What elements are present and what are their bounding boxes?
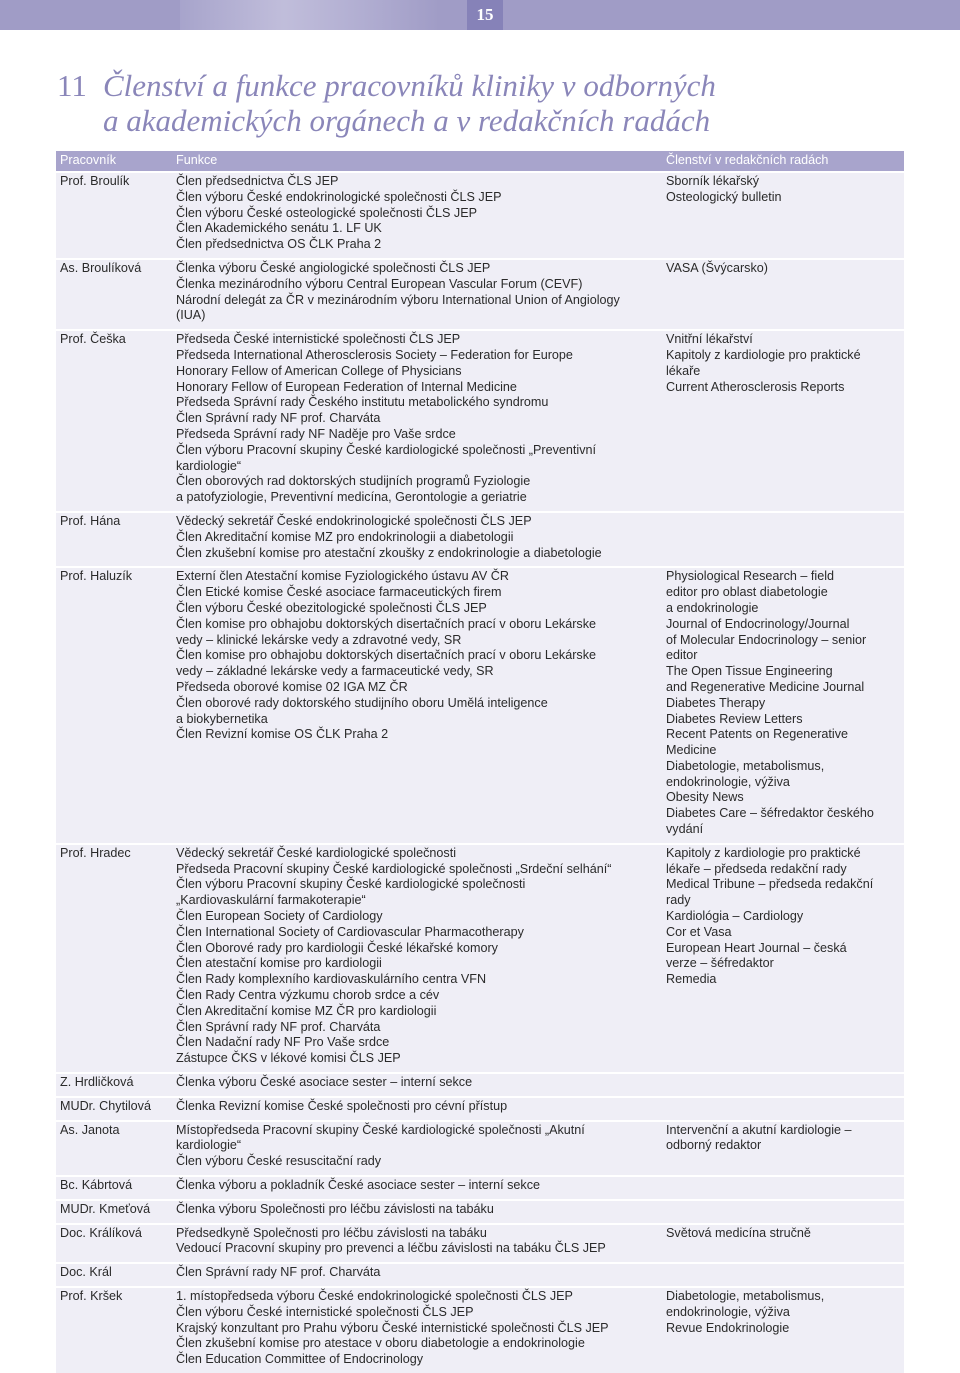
- function-line: kardiologie“: [176, 458, 242, 473]
- editorial-line: Remedia: [666, 972, 717, 987]
- editorial-line: Medicine: [666, 743, 717, 758]
- function-line: Člen předsednictva OS ČLK Praha 2: [176, 237, 382, 252]
- table-row: [56, 1200, 904, 1224]
- function-line: Členka Revizní komise České společnosti pro cévní přístup: [176, 1098, 508, 1113]
- functions-cell: [172, 844, 662, 1073]
- editorial-line: Vnitřní lékařství: [666, 332, 753, 347]
- table-row: [56, 567, 904, 844]
- function-line: Člen komise pro obhajobu doktorských disertačních prací v oboru Lekárske: [176, 616, 597, 631]
- editorial-cell: [662, 1263, 904, 1287]
- editorial-line: European Heart Journal – česká: [666, 940, 847, 955]
- function-line: Člen výboru České endokrinologické společnosti ČLS JEP: [176, 189, 502, 204]
- editorial-line: Obesity News: [666, 790, 744, 805]
- function-line: Člen výboru Pracovní skupiny České kardiologické společnosti: [176, 877, 526, 892]
- function-line: Člen Education Committee of Endocrinology: [176, 1352, 424, 1367]
- editorial-line: Physiological Research – field: [666, 569, 835, 584]
- function-line: Honorary Fellow of American College of Physicians: [176, 363, 462, 378]
- editorial-line: Diabetes Therapy: [666, 695, 766, 710]
- editorial-line: vydání: [666, 822, 704, 837]
- staff-name: MUDr. Kmeťová: [56, 1200, 172, 1224]
- table-row: [56, 1176, 904, 1200]
- table-row: [56, 1263, 904, 1287]
- function-line: Členka mezinárodního výboru Central European Vascular Forum (CEVF): [176, 276, 583, 291]
- function-line: Člen oborových rad doktorských studijních programů Fyziologie: [176, 474, 531, 489]
- editorial-cell: [662, 1121, 904, 1176]
- editorial-line: Světová medicína stručně: [666, 1225, 811, 1240]
- editorial-line: lékaře – předseda redakční rady: [666, 861, 847, 876]
- editorial-line: of Molecular Endocrinology – senior: [666, 632, 867, 647]
- functions-cell: [172, 1263, 662, 1287]
- chapter-title-line: a akademických orgánech a v redakčních radách: [103, 103, 711, 138]
- editorial-line: rady: [666, 893, 691, 908]
- function-line: Člen Akreditační komise MZ pro endokrinologii a diabetologii: [176, 529, 514, 544]
- function-line: Člen Oborové rady pro kardiologii České lékařské komory: [176, 940, 498, 955]
- functions-cell: [172, 1176, 662, 1200]
- staff-name: Prof. Kršek: [56, 1287, 172, 1373]
- editorial-cell: [662, 172, 904, 259]
- function-line: a biokybernetika: [176, 711, 268, 726]
- editorial-line: editor pro oblast diabetologie: [666, 585, 828, 600]
- editorial-line: Recent Patents on Regenerative: [666, 727, 849, 742]
- editorial-line: Kapitoly z kardiologie pro praktické: [666, 347, 861, 362]
- page-number: 15: [467, 0, 503, 30]
- staff-name: As. Janota: [56, 1121, 172, 1176]
- function-line: Národní delegát za ČR v mezinárodním výboru International Union of Angiology: [176, 292, 620, 307]
- function-line: Vědecký sekretář České kardiologické společnosti: [176, 845, 456, 860]
- table-row: [56, 172, 904, 259]
- function-line: 1. místopředseda výboru České endokrinologické společnosti ČLS JEP: [176, 1289, 573, 1303]
- table-row: [56, 844, 904, 1073]
- table-row: [56, 1097, 904, 1121]
- function-line: Předseda Správní rady Českého institutu metabolického syndromu: [176, 395, 549, 410]
- editorial-line: Medical Tribune – předseda redakční: [666, 877, 874, 892]
- function-line: Honorary Fellow of European Federation of Internal Medicine: [176, 379, 517, 394]
- function-line: a patofyziologie, Preventivní medicína, Gerontologie a geriatrie: [176, 490, 527, 505]
- function-line: vedy – klinické lekárske vedy a zdravotné vedy, SR: [176, 632, 462, 647]
- editorial-cell: [662, 1200, 904, 1224]
- editorial-cell: [662, 1073, 904, 1097]
- editorial-line: Intervenční a akutní kardiologie –: [666, 1122, 852, 1137]
- editorial-line: Osteologický bulletin: [666, 189, 782, 204]
- functions-cell: [172, 1121, 662, 1176]
- function-line: Člen European Society of Cardiology: [176, 909, 383, 924]
- chapter-heading: [57, 68, 917, 138]
- functions-cell: [172, 1097, 662, 1121]
- functions-cell: [172, 1224, 662, 1264]
- editorial-cell: [662, 1287, 904, 1373]
- editorial-line: Current Atherosclerosis Reports: [666, 379, 845, 394]
- staff-name: Doc. Králíková: [56, 1224, 172, 1264]
- function-line: kardiologie“: [176, 1138, 242, 1153]
- editorial-line: Cor et Vasa: [666, 924, 732, 939]
- function-line: Krajský konzultant pro Prahu výboru České internistické společnosti ČLS JEP: [176, 1320, 609, 1335]
- editorial-line: VASA (Švýcarsko): [666, 260, 768, 275]
- column-header-staff: Pracovník: [56, 151, 172, 172]
- editorial-cell: [662, 567, 904, 844]
- editorial-line: Diabetes Care – šéfredaktor českého: [666, 806, 874, 821]
- function-line: Člen Akademického senátu 1. LF UK: [176, 221, 382, 236]
- column-header-editorial: Členství v redakčních radách: [662, 151, 904, 172]
- editorial-line: Journal of Endocrinology/Journal: [666, 616, 850, 631]
- editorial-line: Kardiológia – Cardiology: [666, 909, 804, 924]
- function-line: vedy – základné lekárske vedy a farmaceutické vedy, SR: [176, 664, 494, 679]
- table-row: [56, 1287, 904, 1373]
- function-line: Člen Správní rady NF prof. Charváta: [176, 1265, 381, 1280]
- function-line: Člen zkušební komise pro atestační zkoušky z endokrinologie a diabetologie: [176, 545, 602, 560]
- table-row: [56, 259, 904, 330]
- membership-table: [56, 151, 904, 1373]
- function-line: Člen Správní rady NF prof. Charváta: [176, 411, 381, 426]
- function-line: Členka výboru a pokladník České asociace sester – interní sekce: [176, 1178, 541, 1193]
- function-line: Vedoucí Pracovní skupiny pro prevenci a léčbu závislosti na tabáku ČLS JEP: [176, 1241, 606, 1256]
- function-line: Externí člen Atestační komise Fyziologického ústavu AV ČR: [176, 569, 509, 584]
- editorial-line: The Open Tissue Engineering: [666, 664, 833, 679]
- editorial-line: odborný redaktor: [666, 1138, 762, 1153]
- editorial-line: Diabetologie, metabolismus,: [666, 1289, 825, 1303]
- function-line: Členka výboru České asociace sester – interní sekce: [176, 1075, 473, 1090]
- function-line: Člen International Society of Cardiovascular Pharmacotherapy: [176, 924, 524, 939]
- editorial-line: Revue Endokrinologie: [666, 1320, 790, 1335]
- function-line: Člen předsednictva ČLS JEP: [176, 174, 339, 188]
- functions-cell: [172, 330, 662, 512]
- staff-name: Prof. Češka: [56, 330, 172, 512]
- function-line: „Kardiovaskulární farmakoterapie“: [176, 893, 366, 908]
- editorial-line: Diabetologie, metabolismus,: [666, 758, 825, 773]
- staff-name: Prof. Broulík: [56, 172, 172, 259]
- function-line: Předseda International Atherosclerosis Society – Federation for Europe: [176, 347, 573, 362]
- editorial-cell: [662, 844, 904, 1073]
- function-line: Člen atestační komise pro kardiologii: [176, 956, 382, 971]
- function-line: Předseda Pracovní skupiny České kardiologické společnosti „Srdeční selhání“: [176, 861, 612, 876]
- column-header-function: Funkce: [172, 151, 662, 172]
- table-row: [56, 1224, 904, 1264]
- editorial-line: Kapitoly z kardiologie pro praktické: [666, 845, 861, 860]
- chapter-number: 11: [57, 68, 87, 103]
- function-line: Člen komise pro obhajobu doktorských disertačních prací v oboru Lekárske: [176, 648, 597, 663]
- staff-name: Prof. Haluzík: [56, 567, 172, 844]
- table-row: [56, 1073, 904, 1097]
- editorial-line: a endokrinologie: [666, 600, 759, 615]
- editorial-line: endokrinologie, výživa: [666, 1304, 790, 1319]
- function-line: Místopředseda Pracovní skupiny České kardiologické společnosti „Akutní: [176, 1122, 585, 1137]
- editorial-line: verze – šéfredaktor: [666, 956, 774, 971]
- staff-name: Z. Hrdličková: [56, 1073, 172, 1097]
- function-line: Členka výboru České angiologické společnosti ČLS JEP: [176, 260, 491, 275]
- functions-cell: [172, 1287, 662, 1373]
- function-line: Člen Akreditační komise MZ ČR pro kardiologii: [176, 1003, 437, 1018]
- function-line: Člen výboru České osteologické společnosti ČLS JEP: [176, 205, 478, 220]
- staff-name: Bc. Kábrtová: [56, 1176, 172, 1200]
- functions-cell: [172, 512, 662, 567]
- functions-cell: [172, 172, 662, 259]
- functions-cell: [172, 1200, 662, 1224]
- function-line: (IUA): [176, 308, 206, 323]
- editorial-line: Sborník lékařský: [666, 174, 760, 188]
- function-line: Člen Etické komise České asociace farmaceutických firem: [176, 585, 502, 600]
- function-line: Člen Revizní komise OS ČLK Praha 2: [176, 727, 389, 742]
- function-line: Předseda oborové komise 02 IGA MZ ČR: [176, 679, 408, 694]
- function-line: Předsedkyně Společnosti pro léčbu závislosti na tabáku: [176, 1225, 487, 1240]
- header-photo-strip: [180, 0, 440, 30]
- function-line: Předseda Správní rady NF Naděje pro Vaše srdce: [176, 426, 456, 441]
- editorial-cell: [662, 259, 904, 330]
- editorial-line: editor: [666, 648, 698, 663]
- staff-name: MUDr. Chytilová: [56, 1097, 172, 1121]
- chapter-title: [103, 68, 917, 138]
- staff-name: Doc. Král: [56, 1263, 172, 1287]
- table-header-row: [56, 151, 904, 172]
- function-line: Člen Rady komplexního kardiovaskulárního centra VFN: [176, 972, 487, 987]
- editorial-line: endokrinologie, výživa: [666, 774, 790, 789]
- functions-cell: [172, 567, 662, 844]
- function-line: Člen výboru České internistické společnosti ČLS JEP: [176, 1304, 474, 1319]
- staff-name: Prof. Hradec: [56, 844, 172, 1073]
- function-line: Člen Rady Centra výzkumu chorob srdce a cév: [176, 988, 440, 1003]
- function-line: Členka výboru Společnosti pro léčbu závislosti na tabáku: [176, 1201, 494, 1216]
- function-line: Člen oborové rady doktorského studijního oboru Umělá inteligence: [176, 695, 548, 710]
- table-row: [56, 512, 904, 567]
- editorial-cell: [662, 1176, 904, 1200]
- function-line: Zástupce ČKS v lékové komisi ČLS JEP: [176, 1051, 401, 1066]
- editorial-line: Diabetes Review Letters: [666, 711, 803, 726]
- function-line: Člen zkušební komise pro atestace v oboru diabetologie a endokrinologie: [176, 1336, 585, 1351]
- editorial-cell: [662, 1224, 904, 1264]
- chapter-title-line: Členství a funkce pracovníků kliniky v odborných: [103, 68, 716, 103]
- table-body: [56, 172, 904, 1373]
- function-line: Předseda České internistické společnosti ČLS JEP: [176, 332, 461, 347]
- function-line: Člen Správní rady NF prof. Charváta: [176, 1019, 381, 1034]
- page-header-bar: [0, 0, 960, 30]
- table-row: [56, 330, 904, 512]
- function-line: Vědecký sekretář České endokrinologické společnosti ČLS JEP: [176, 513, 532, 528]
- editorial-cell: [662, 512, 904, 567]
- editorial-cell: [662, 1097, 904, 1121]
- editorial-line: and Regenerative Medicine Journal: [666, 679, 865, 694]
- function-line: Člen výboru České obezitologické společnosti ČLS JEP: [176, 600, 487, 615]
- functions-cell: [172, 259, 662, 330]
- function-line: Člen výboru České resuscitační rady: [176, 1154, 382, 1169]
- function-line: Člen výboru Pracovní skupiny České kardiologické společnosti „Preventivní: [176, 442, 596, 457]
- functions-cell: [172, 1073, 662, 1097]
- staff-name: Prof. Hána: [56, 512, 172, 567]
- editorial-line: lékaře: [666, 363, 701, 378]
- editorial-cell: [662, 330, 904, 512]
- table-row: [56, 1121, 904, 1176]
- staff-name: As. Broulíková: [56, 259, 172, 330]
- function-line: Člen Nadační rady NF Pro Vaše srdce: [176, 1035, 390, 1050]
